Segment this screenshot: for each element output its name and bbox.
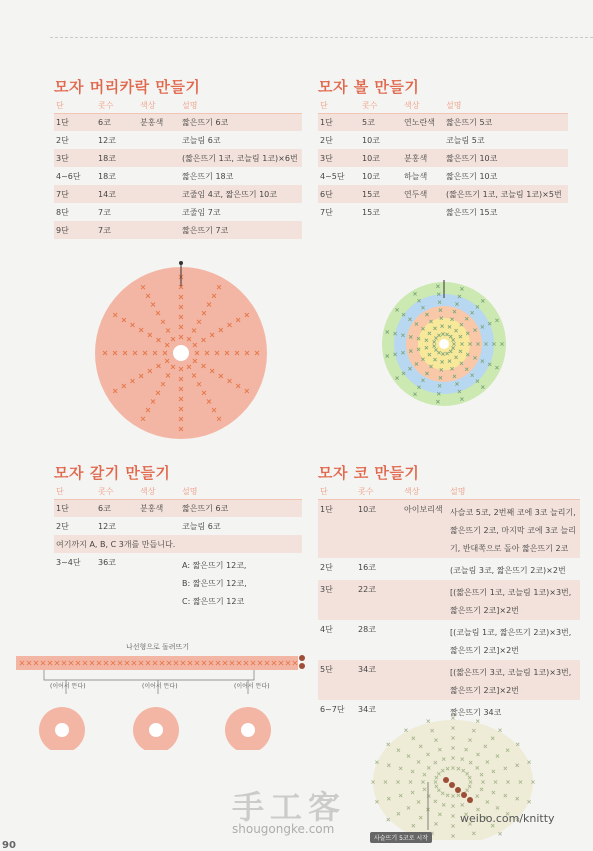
desc-line: 짧은뜨기 2코]×2번 [450, 605, 519, 615]
cell-round: 4단 [320, 624, 333, 634]
cell-round: 3~4단 [56, 558, 81, 567]
cell-desc [448, 620, 580, 660]
cell-stitches: 15코 [362, 207, 380, 217]
watermark-url: shougongke.com [232, 822, 335, 836]
cell-stitches: 7코 [98, 207, 111, 217]
page-number: 90 [2, 840, 16, 851]
start-dot [179, 261, 183, 265]
cell-color [138, 167, 180, 185]
cell-color [138, 221, 180, 239]
col-stitches: 콧수 [96, 98, 138, 113]
cell-stitches: 6코 [96, 113, 138, 131]
cell-color [402, 580, 448, 620]
desc-line: [(짧은뜨기 1코, 코늘림 1코)×3번, [450, 587, 572, 597]
cell-stitches: 34코 [356, 660, 402, 700]
desc-line: [(짧은뜨기 3코, 코늘림 1코)×3번, [450, 667, 572, 677]
cell-stitches: 36코 [98, 558, 116, 567]
cell-desc: 짧은뜨기 6코 [180, 113, 302, 131]
ring-c-center [241, 723, 255, 737]
pompom-center [439, 339, 449, 349]
hair-title: 모자 머리카락 만들기 [54, 78, 201, 96]
col-color: 색상 [138, 484, 180, 499]
cell-stitches: 14코 [96, 185, 138, 203]
strip-end-dot [299, 655, 305, 661]
cell-round: 1단 [318, 499, 356, 558]
table-row [318, 149, 568, 167]
cell-color [402, 660, 448, 700]
pompom-title: 모자 볼 만들기 [318, 78, 420, 96]
weibo-link[interactable]: weibo.com/knitty [460, 812, 555, 825]
table-row [54, 553, 302, 611]
bracket [44, 670, 254, 680]
cell-color [402, 620, 448, 660]
cell-stitches: 15코 [360, 185, 402, 203]
cell-stitches: 10코 [362, 135, 380, 145]
nose-title: 모자 코 만들기 [318, 464, 420, 482]
band-title: 모자 갈기 만들기 [54, 464, 171, 482]
cell-color [138, 203, 180, 221]
band-note: 여기까지 A, B, C 3개를 만듭니다. [54, 535, 302, 553]
desc-line: (코늘림 3코, 짧은뜨기 2코)×2번 [450, 565, 566, 575]
nose-table [318, 484, 580, 722]
cell-desc: 짧은뜨기 18코 [182, 171, 234, 181]
ring-a-center [55, 723, 69, 737]
cell-stitches: 7코 [96, 221, 138, 239]
col-desc: 설명 [180, 484, 302, 499]
hair-center [173, 345, 189, 361]
col-round: 단 [318, 98, 360, 113]
cell-round: 1단 [318, 113, 360, 131]
cell-stitches: 28코 [358, 624, 376, 634]
cell-round: 7단 [320, 207, 333, 217]
chain-dot [461, 792, 467, 798]
desc-line: 짧은뜨기 2코]×2번 [450, 645, 519, 655]
desc-line: C: 짧은뜨기 12코 [182, 597, 245, 606]
cell-desc: 짧은뜨기 10코 [444, 149, 568, 167]
cell-round: 1단 [54, 499, 96, 517]
table-row [54, 149, 302, 167]
desc-line: 짧은뜨기 2코, 마지막 코에 3코 늘리 [450, 525, 576, 535]
col-color: 색상 [402, 98, 444, 113]
table-row [54, 131, 302, 149]
cell-stitches: 10코 [362, 171, 380, 181]
cell-round: 8단 [56, 207, 69, 217]
watermark-logo: 手工客 [232, 788, 347, 826]
cell-color [402, 558, 448, 580]
table-row-note [54, 535, 302, 553]
table-row [54, 113, 302, 131]
col-round: 단 [54, 484, 96, 499]
cell-desc: (짧은뜨기 1코, 코늘림 1코)×5번 [444, 185, 568, 203]
cell-stitches: 34코 [358, 704, 376, 714]
table-row [318, 185, 568, 203]
cell-color: 분홍색 [402, 149, 444, 167]
cell-stitches: 12코 [98, 521, 116, 531]
strip-end-dot [299, 663, 305, 669]
cell-color: 분홍색 [138, 113, 180, 131]
cell-desc: 코늘림 6코 [182, 521, 221, 531]
hair-table [54, 98, 302, 239]
cell-desc: 짧은뜨기 6코 [180, 499, 302, 517]
col-color: 색상 [138, 98, 180, 113]
hair-section [54, 76, 304, 239]
cell-desc: 코늘림 6코 [182, 135, 221, 145]
col-desc: 설명 [448, 484, 580, 499]
hair-crochet-chart [88, 258, 274, 448]
col-round: 단 [54, 98, 96, 113]
cell-desc: 짧은뜨기 10코 [446, 171, 498, 181]
join-label-c: (이어서 뜬다) [234, 683, 270, 690]
cell-round: 2단 [320, 135, 333, 145]
pompom-section [318, 76, 568, 221]
cell-round: 2단 [56, 135, 69, 145]
cell-round: 3단 [54, 149, 96, 167]
cell-color [138, 553, 180, 611]
chain-dot [455, 787, 461, 793]
cell-color [138, 185, 180, 203]
cell-stitches: 18코 [98, 171, 116, 181]
cell-round: 2단 [56, 521, 69, 531]
band-strip [16, 656, 298, 670]
cell-desc: (짧은뜨기 1코, 코늘림 1코)×6번 [180, 149, 302, 167]
cell-round: 3단 [318, 580, 356, 620]
desc-line: B: 짧은뜨기 12코, [182, 579, 247, 588]
table-row [54, 167, 302, 185]
chain-start-label: 사슬뜨기 5코로 시작 [370, 832, 432, 843]
cell-desc [448, 558, 580, 580]
table-row [54, 499, 302, 517]
cell-round: 6단 [318, 185, 360, 203]
cell-stitches: 6코 [96, 499, 138, 517]
cell-round: 7단 [54, 185, 96, 203]
join-label-b: (이어서 뜬다) [142, 683, 178, 690]
cell-color [138, 131, 180, 149]
table-row [54, 221, 302, 239]
table-row [318, 499, 580, 558]
cell-round: 6~7단 [320, 704, 345, 714]
col-round: 단 [318, 484, 356, 499]
col-stitches: 콧수 [356, 484, 402, 499]
cell-desc: 짧은뜨기 7코 [180, 221, 302, 239]
desc-line: 사슬코 5코, 2번째 코에 3코 늘리기, [450, 507, 576, 517]
cell-color [138, 149, 180, 167]
join-label-a: (이어서 뜬다) [50, 683, 86, 690]
nose-section [318, 462, 580, 722]
cell-stitches: 18코 [96, 149, 138, 167]
table-row [54, 517, 302, 535]
cell-desc: 짧은뜨기 15코 [446, 207, 498, 217]
cell-desc: 코늘림 5코 [446, 135, 485, 145]
cell-desc: 코줄임 7코 [182, 207, 221, 217]
chain-dot [449, 782, 455, 788]
table-row [318, 113, 568, 131]
table-row [318, 620, 580, 660]
cell-round: 5단 [318, 660, 356, 700]
cell-stitches: 10코 [356, 499, 402, 558]
cell-round: 3단 [318, 149, 360, 167]
cell-stitches: 10코 [360, 149, 402, 167]
desc-line: A: 짧은뜨기 12코, [182, 561, 247, 570]
pompom-crochet-chart [374, 278, 514, 410]
chain-dot [467, 797, 473, 803]
col-stitches: 콧수 [360, 98, 402, 113]
col-stitches: 콧수 [96, 484, 138, 499]
cell-color: 분홍색 [138, 499, 180, 517]
cell-round: 4~5단 [320, 171, 345, 181]
cell-desc [448, 660, 580, 700]
cell-stitches: 16코 [358, 562, 376, 572]
cell-stitches: 12코 [98, 135, 116, 145]
spiral-label: 나선형으로 돌려뜨기 [126, 643, 190, 651]
cell-stitches: 22코 [356, 580, 402, 620]
cell-desc [448, 580, 580, 620]
band-crochet-chart [14, 650, 314, 750]
ring-b-center [149, 723, 163, 737]
cell-round: 4~6단 [56, 171, 81, 181]
desc-line: 짧은뜨기 2코]×2번 [450, 685, 519, 695]
pompom-table [318, 98, 568, 221]
col-desc: 설명 [180, 98, 302, 113]
table-row [318, 131, 568, 149]
top-divider [50, 37, 593, 38]
cell-color: 연노란색 [402, 113, 444, 131]
desc-line: 짧은뜨기 34코 [450, 707, 502, 717]
table-row [318, 660, 580, 700]
cell-color: 연두색 [402, 185, 444, 203]
cell-stitches: 5코 [360, 113, 402, 131]
table-row [54, 203, 302, 221]
desc-line: [(코늘림 1코, 짧은뜨기 2코)×3번, [450, 627, 572, 637]
cell-round: 9단 [54, 221, 96, 239]
cell-color: 하늘색 [404, 171, 428, 181]
band-table [54, 484, 302, 611]
cell-desc [180, 553, 302, 611]
col-desc: 설명 [444, 98, 568, 113]
cell-desc: 짧은뜨기 5코 [444, 113, 568, 131]
desc-line: 기, 반대쪽으로 돌아 짧은뜨기 2코 [450, 543, 569, 553]
cell-round: 1단 [54, 113, 96, 131]
chain-dot [443, 777, 449, 783]
cell-color: 아이보리색 [402, 499, 448, 558]
cell-color [402, 203, 444, 221]
cell-desc: 코줄임 4코, 짧은뜨기 10코 [180, 185, 302, 203]
band-section [54, 462, 304, 611]
table-row [318, 580, 580, 620]
table-row [318, 167, 568, 185]
table-row [54, 185, 302, 203]
cell-color [138, 517, 180, 535]
table-row [318, 558, 580, 580]
cell-desc [448, 499, 580, 558]
cell-round: 2단 [320, 562, 333, 572]
table-row [318, 203, 568, 221]
col-color: 색상 [402, 484, 448, 499]
cell-color [402, 131, 444, 149]
